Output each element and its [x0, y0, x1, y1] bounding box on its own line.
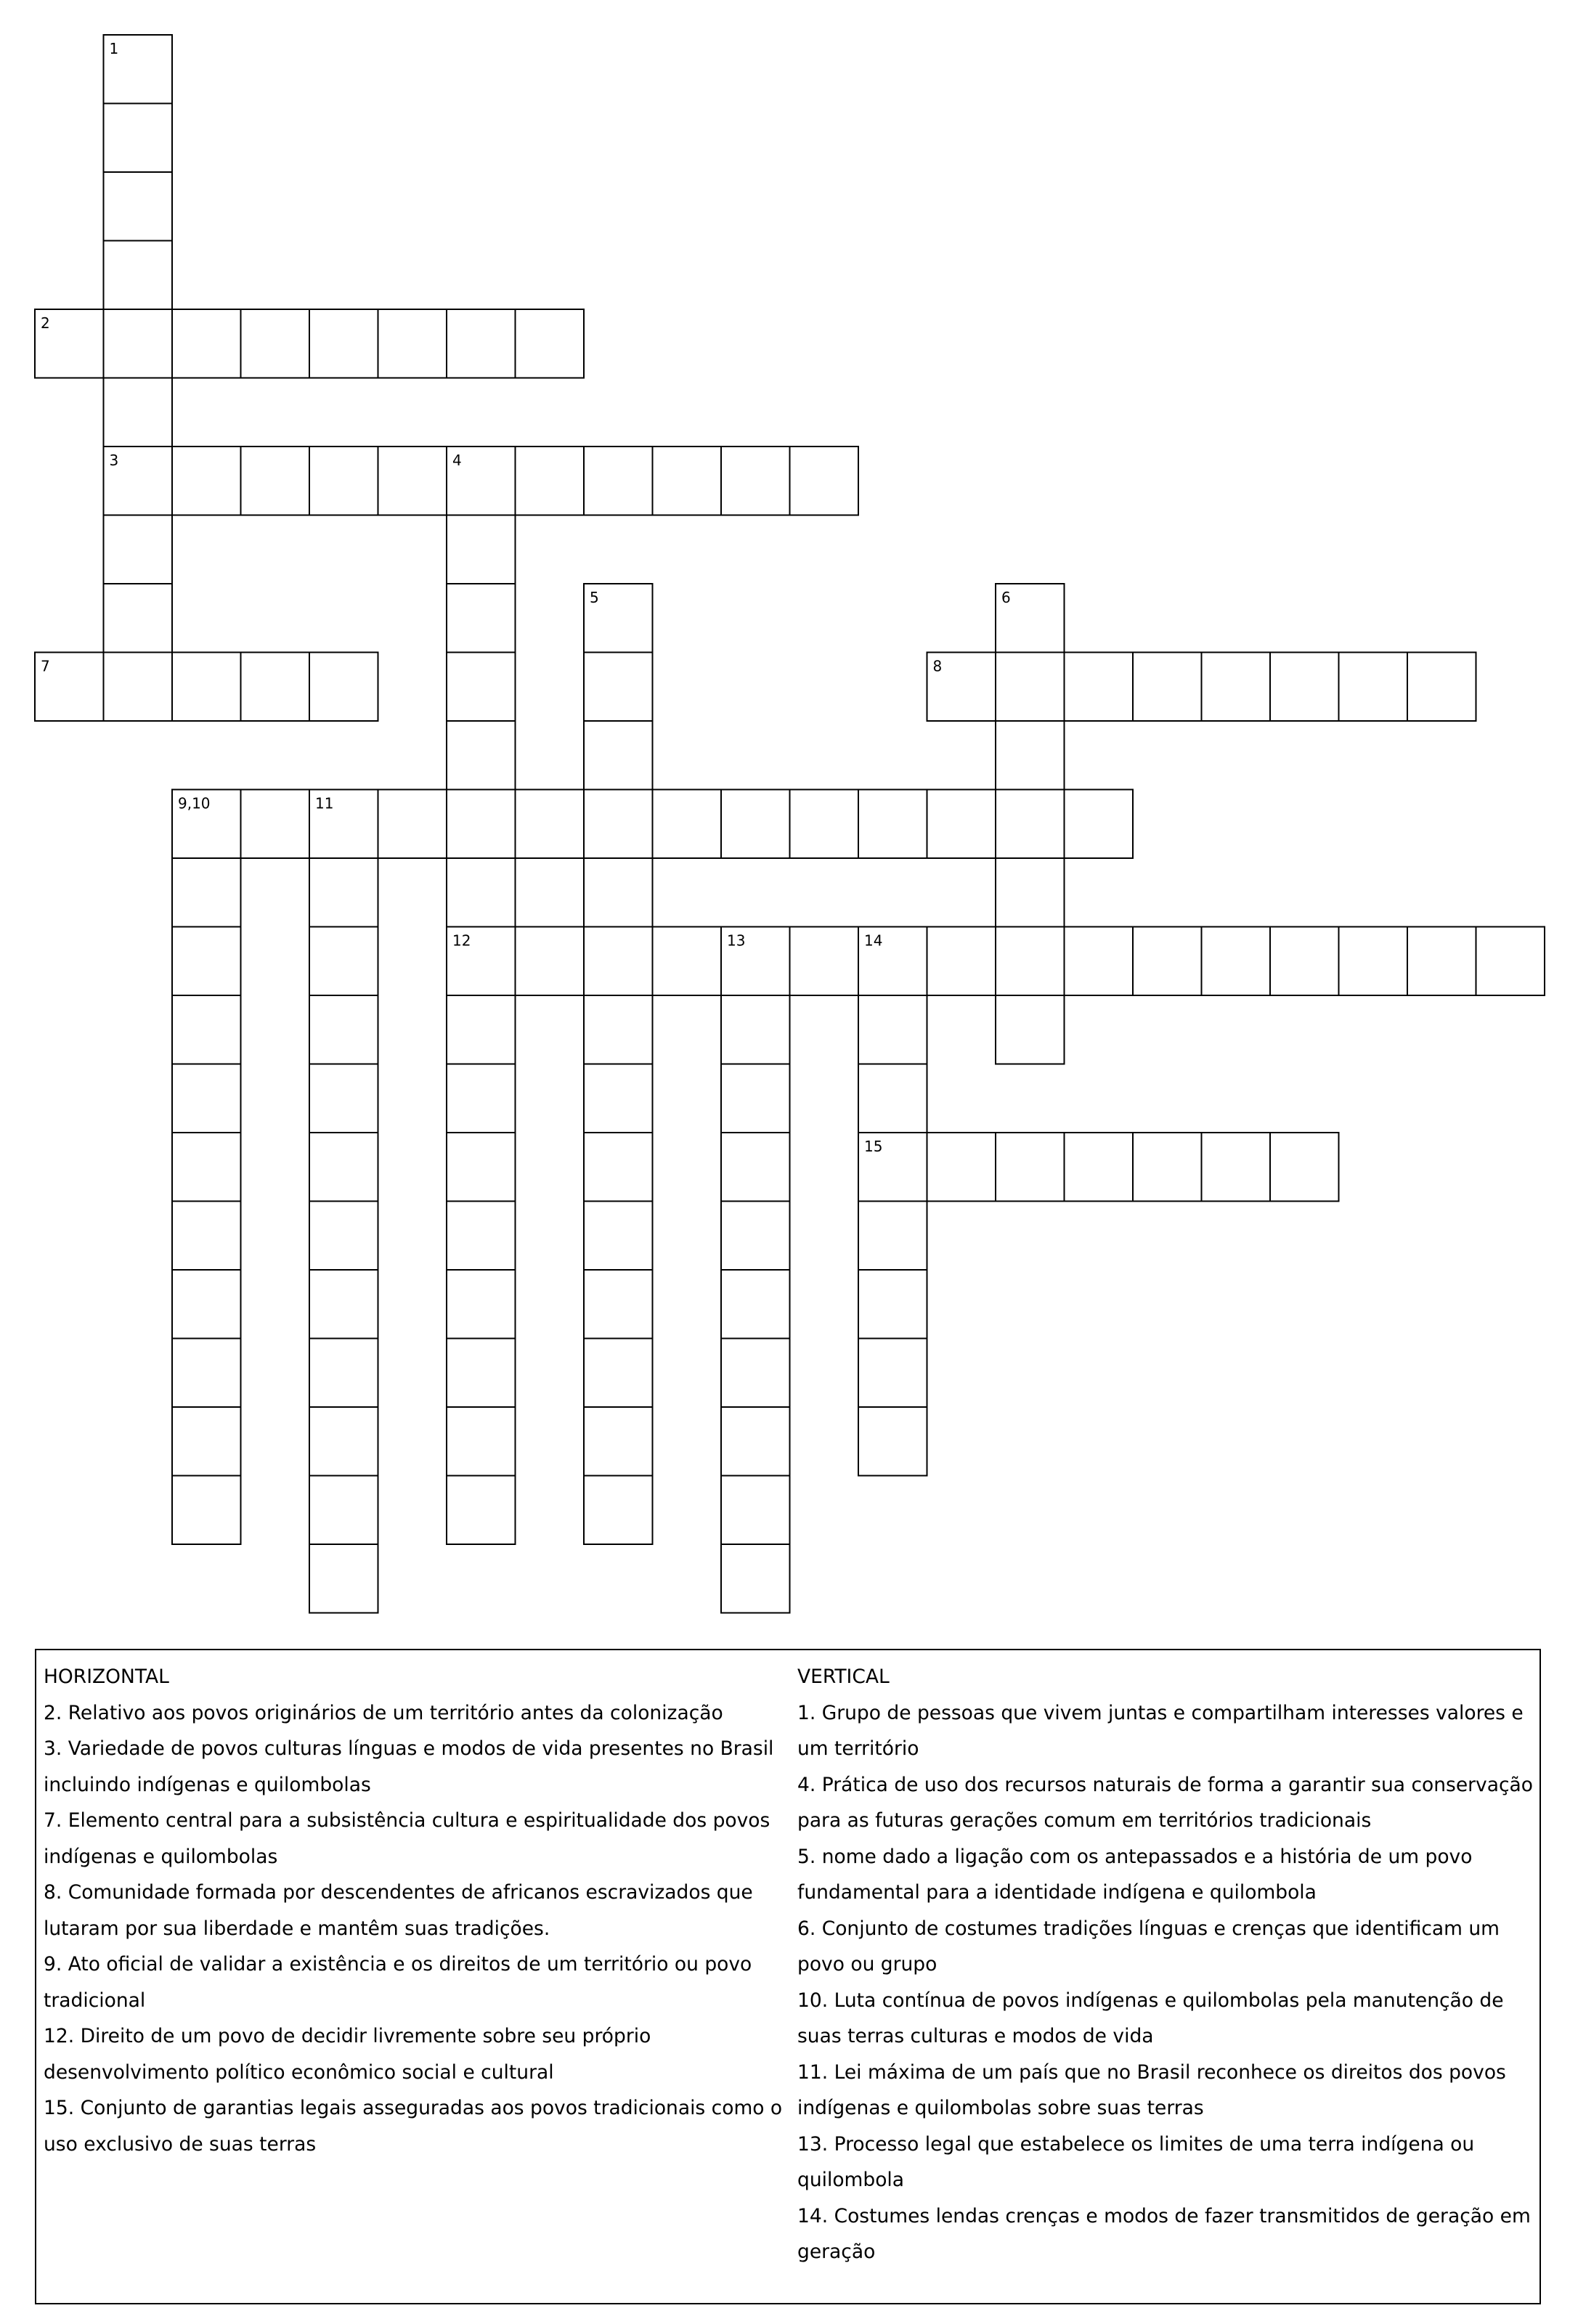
- grid-cell[interactable]: [172, 1064, 241, 1133]
- grid-cell[interactable]: [1202, 927, 1271, 996]
- grid-cell[interactable]: [584, 1476, 653, 1545]
- grid-cell[interactable]: [1202, 1133, 1271, 1202]
- grid-cell[interactable]: [996, 995, 1065, 1064]
- grid-cell[interactable]: [447, 995, 516, 1064]
- grid-cell[interactable]: [172, 858, 241, 927]
- grid-cell[interactable]: [309, 1339, 378, 1408]
- grid-cell[interactable]: [858, 1270, 927, 1339]
- grid-cell[interactable]: [447, 1133, 516, 1202]
- grid-cell[interactable]: [858, 1202, 927, 1271]
- clue-v-13: 13. Processo legal que estabelece os limites de uma terra indígena ou quilombola: [797, 2132, 1475, 2191]
- clue-v-6: 6. Conjunto de costumes tradições línguas e crenças que identificam um povo ou grupo: [797, 1917, 1500, 1976]
- grid-cell[interactable]: [309, 1064, 378, 1133]
- grid-cell[interactable]: [241, 653, 310, 722]
- grid-cell[interactable]: [378, 447, 447, 515]
- grid-cell[interactable]: [584, 1064, 653, 1133]
- grid-cell[interactable]: [172, 995, 241, 1064]
- clue-number: 1: [109, 40, 119, 57]
- grid-cell[interactable]: [241, 790, 310, 859]
- grid-cell[interactable]: [790, 927, 859, 996]
- grid-cell[interactable]: [447, 1339, 516, 1408]
- grid-cell[interactable]: [584, 927, 653, 996]
- grid-cell[interactable]: [584, 1133, 653, 1202]
- grid-cell[interactable]: [1339, 927, 1408, 996]
- grid-cell[interactable]: [447, 721, 516, 790]
- grid-cell[interactable]: [516, 309, 585, 378]
- clue-number: 13: [727, 931, 746, 950]
- grid-cell[interactable]: [721, 1339, 790, 1408]
- grid-cell[interactable]: [721, 995, 790, 1064]
- grid-cell[interactable]: [1133, 927, 1202, 996]
- clue-number: 7: [41, 657, 50, 675]
- grid-cell[interactable]: [172, 447, 241, 515]
- grid-cell[interactable]: [996, 858, 1065, 927]
- grid-cell[interactable]: [721, 1202, 790, 1271]
- grid-cell[interactable]: [721, 1270, 790, 1339]
- grid-cell[interactable]: [241, 309, 310, 378]
- grid-cell[interactable]: [172, 1476, 241, 1545]
- grid-cell[interactable]: [1133, 653, 1202, 722]
- grid-cell[interactable]: [584, 1270, 653, 1339]
- clue-number: 8: [932, 657, 943, 675]
- vertical-clues: [797, 1659, 1538, 2270]
- grid-cell[interactable]: [172, 1133, 241, 1202]
- grid-cell[interactable]: [516, 790, 585, 859]
- clue-number: 4: [452, 452, 462, 469]
- grid-cell[interactable]: [996, 790, 1065, 859]
- grid-cell[interactable]: [447, 1270, 516, 1339]
- grid-cell[interactable]: [1202, 653, 1271, 722]
- grid-cell[interactable]: [172, 1339, 241, 1408]
- grid-cell[interactable]: [653, 927, 722, 996]
- grid-cell[interactable]: [516, 927, 585, 996]
- grid-cell[interactable]: [721, 790, 790, 859]
- clue-h-3: 3. Variedade de povos culturas línguas e modos de vida presentes no Brasil incluindo indígenas e quilombolas: [44, 1737, 774, 1796]
- clue-h-7: 7. Elemento central para a subsistência cultura e espiritualidade dos povos indígenas e quilombolas: [44, 1809, 770, 1868]
- grid-cell[interactable]: [172, 309, 241, 378]
- grid-cell[interactable]: [104, 584, 173, 653]
- grid-cell[interactable]: [172, 927, 241, 996]
- clue-v-10: 10. Luta contínua de povos indígenas e quilombolas pela manutenção de suas terras culturas e modos de vida: [797, 1989, 1504, 2047]
- grid-cell[interactable]: [584, 995, 653, 1064]
- grid-cell[interactable]: [104, 309, 173, 378]
- horizontal-heading: HORIZONTAL: [44, 1665, 169, 1688]
- grid-cell[interactable]: [309, 309, 378, 378]
- grid-cell[interactable]: [309, 927, 378, 996]
- grid-cell[interactable]: [721, 1476, 790, 1545]
- grid-cell[interactable]: [378, 309, 447, 378]
- grid-cell[interactable]: [584, 653, 653, 722]
- grid-cell[interactable]: [996, 721, 1065, 790]
- grid-cell[interactable]: [1270, 653, 1339, 722]
- grid-cell[interactable]: [309, 1476, 378, 1545]
- grid-cell[interactable]: [1407, 927, 1476, 996]
- grid-cell[interactable]: [1476, 927, 1545, 996]
- grid-cell[interactable]: [927, 1133, 996, 1202]
- grid-cell[interactable]: [584, 790, 653, 859]
- grid-cell[interactable]: [447, 584, 516, 653]
- grid-cell[interactable]: [1270, 1133, 1339, 1202]
- grid-cell[interactable]: [1270, 927, 1339, 996]
- grid-cell[interactable]: [584, 447, 653, 515]
- grid-cell[interactable]: [721, 1544, 790, 1613]
- grid-cell[interactable]: [584, 721, 653, 790]
- grid-cell[interactable]: [172, 653, 241, 722]
- clue-v-14: 14. Costumes lendas crenças e modos de fazer transmitidos de geração em geração: [797, 2204, 1531, 2263]
- grid-cell[interactable]: [584, 858, 653, 927]
- grid-cell[interactable]: [584, 1407, 653, 1476]
- grid-cell[interactable]: [653, 447, 722, 515]
- grid-cell[interactable]: [378, 790, 447, 859]
- grid-cell[interactable]: [927, 927, 996, 996]
- grid-cell[interactable]: [996, 653, 1065, 722]
- grid-cell[interactable]: [721, 1407, 790, 1476]
- clue-h-15: 15. Conjunto de garantias legais asseguradas aos povos tradicionais como o uso exclusivo de suas terras: [44, 2097, 783, 2156]
- grid-cell[interactable]: [172, 1202, 241, 1271]
- grid-cell[interactable]: [309, 1544, 378, 1613]
- grid-cell[interactable]: [309, 1270, 378, 1339]
- grid-cell[interactable]: [309, 1202, 378, 1271]
- grid-cell[interactable]: [1065, 1133, 1134, 1202]
- grid-cell[interactable]: [1133, 1133, 1202, 1202]
- grid-cell[interactable]: [447, 1202, 516, 1271]
- grid-cell[interactable]: [447, 790, 516, 859]
- grid-cell[interactable]: [653, 790, 722, 859]
- clue-number: 9,10: [178, 794, 211, 812]
- grid-cell[interactable]: [309, 858, 378, 927]
- grid-cell[interactable]: [584, 1339, 653, 1408]
- grid-cell[interactable]: [309, 447, 378, 515]
- clue-h-9: 9. Ato oficial de validar a existência e os direitos de um território ou povo tradicional: [44, 1953, 752, 2012]
- grid-cell[interactable]: [309, 1407, 378, 1476]
- clue-v-1: 1. Grupo de pessoas que vivem juntas e compartilham interesses valores e um território: [797, 1701, 1524, 1760]
- grid-cell[interactable]: [447, 653, 516, 722]
- grid-cell[interactable]: [104, 104, 173, 173]
- clue-v-5: 5. nome dado a ligação com os antepassados e a história de um povo fundamental para a identidade indígena e quilombola: [797, 1845, 1473, 1904]
- grid-cell[interactable]: [721, 1133, 790, 1202]
- grid-cell[interactable]: [721, 1064, 790, 1133]
- grid-cell[interactable]: [858, 995, 927, 1064]
- grid-cell[interactable]: [858, 1407, 927, 1476]
- grid-cell[interactable]: [172, 1407, 241, 1476]
- grid-cell[interactable]: [1065, 653, 1134, 722]
- grid-cell[interactable]: [309, 995, 378, 1064]
- grid-cell[interactable]: [858, 1339, 927, 1408]
- grid-cell[interactable]: [447, 1407, 516, 1476]
- clue-number: 11: [315, 794, 334, 812]
- clue-h-12: 12. Direito de um povo de decidir livremente sobre seu próprio desenvolvimento político econômico social e cultural: [44, 2025, 651, 2084]
- grid-cell[interactable]: [104, 241, 173, 310]
- clue-v-11: 11. Lei máxima de um país que no Brasil reconhece os direitos dos povos indígenas e quilombolas sobre suas terras: [797, 2060, 1506, 2119]
- grid-cell[interactable]: [309, 653, 378, 722]
- grid-cell[interactable]: [516, 447, 585, 515]
- clue-number: 6: [1001, 589, 1011, 606]
- grid-cell[interactable]: [1065, 927, 1134, 996]
- grid-cell[interactable]: [309, 1133, 378, 1202]
- clue-box: [35, 1649, 1541, 2304]
- clue-h-8: 8. Comunidade formada por descendentes de africanos escravizados que lutaram por sua liberdade e mantêm suas tradições.: [44, 1881, 753, 1940]
- grid-cell[interactable]: [104, 653, 173, 722]
- grid-cell[interactable]: [1407, 653, 1476, 722]
- grid-cell[interactable]: [447, 515, 516, 584]
- clue-number: 12: [452, 931, 471, 950]
- grid-cell[interactable]: [241, 447, 310, 515]
- vertical-heading: VERTICAL: [797, 1665, 890, 1688]
- grid-cell[interactable]: [584, 1202, 653, 1271]
- grid-cell[interactable]: [721, 447, 790, 515]
- grid-cell[interactable]: [104, 378, 173, 447]
- grid-cell[interactable]: [1065, 790, 1134, 859]
- grid-cell[interactable]: [996, 927, 1065, 996]
- horizontal-clues: [44, 1659, 799, 2162]
- clue-v-4: 4. Prática de uso dos recursos naturais de forma a garantir sua conservação para as futuras gerações comum em territórios tradicionais: [797, 1773, 1533, 1832]
- clue-number: 3: [109, 452, 119, 469]
- grid-cell[interactable]: [447, 309, 516, 378]
- grid-cell[interactable]: [790, 790, 859, 859]
- clue-number: 15: [864, 1138, 883, 1155]
- grid-cell[interactable]: [927, 790, 996, 859]
- grid-cell[interactable]: [104, 515, 173, 584]
- grid-cell[interactable]: [447, 1476, 516, 1545]
- grid-cell[interactable]: [1339, 653, 1408, 722]
- grid-cell[interactable]: [790, 447, 859, 515]
- grid-cell[interactable]: [104, 172, 173, 241]
- grid-cell[interactable]: [172, 1270, 241, 1339]
- grid-cell[interactable]: [447, 858, 516, 927]
- clue-number: 2: [41, 314, 50, 332]
- clue-h-2: 2. Relativo aos povos originários de um território antes da colonização: [44, 1701, 723, 1724]
- grid-cell[interactable]: [996, 1133, 1065, 1202]
- grid-cell[interactable]: [447, 1064, 516, 1133]
- grid-cell[interactable]: [858, 790, 927, 859]
- clue-number: 5: [590, 589, 599, 606]
- grid-cell[interactable]: [858, 1064, 927, 1133]
- clue-number: 14: [864, 931, 883, 950]
